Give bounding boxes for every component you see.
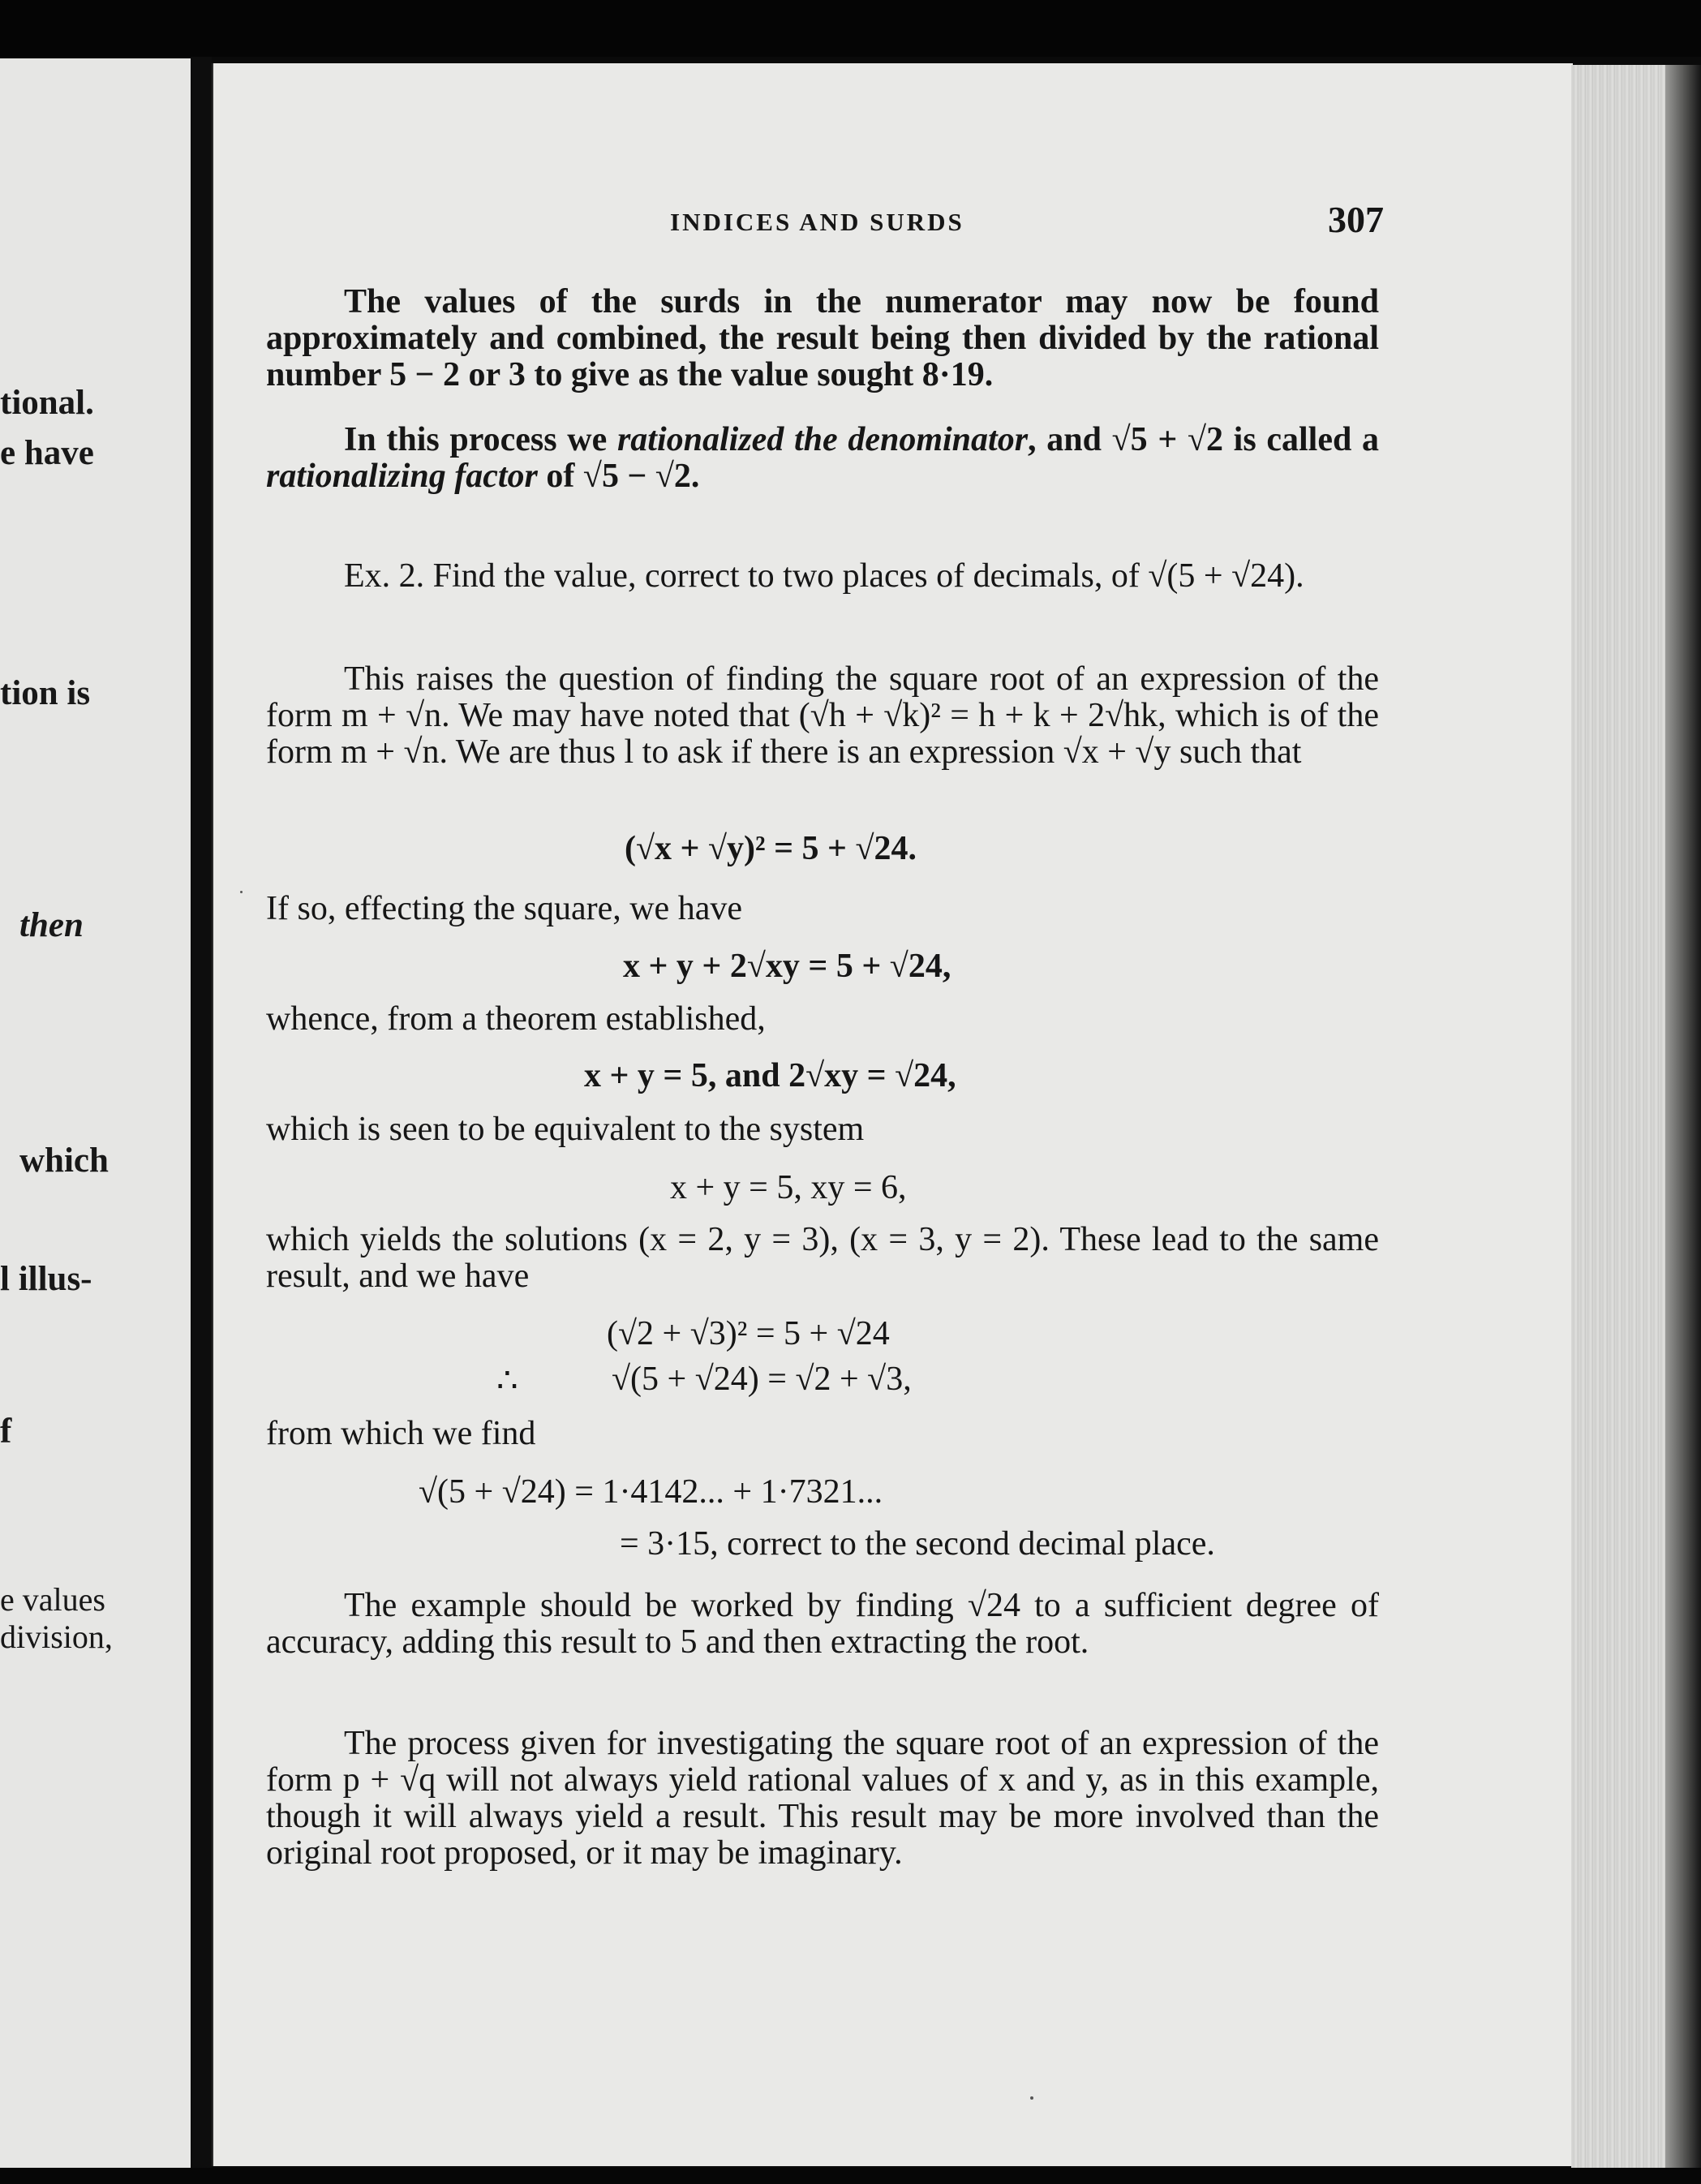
example-heading: Ex. 2. Find the value, correct to two places of decimals, of √(5 + √24). — [344, 557, 1304, 595]
running-head: INDICES AND SURDS — [670, 208, 964, 236]
equation-1: (√x + √y)² = 5 + √24. — [625, 830, 917, 867]
equation-3: x + y = 5, and 2√xy = √24, — [584, 1057, 956, 1094]
equation-7: √(5 + √24) = 1·4142... + 1·7321... — [419, 1473, 883, 1511]
page-edge-stack — [1571, 65, 1701, 2184]
left-page-fragment: division, — [0, 1619, 113, 1655]
left-page-fragment: f — [0, 1412, 12, 1451]
scan-speck — [1030, 2096, 1033, 2100]
left-page-fragment: which — [19, 1141, 109, 1180]
paragraph-effecting-square: If so, effecting the square, we have — [266, 890, 742, 927]
left-page-fragment: e values — [0, 1581, 105, 1618]
left-page-fragment: then — [19, 906, 84, 944]
paragraph-solutions: which yields the solutions (x = 2, y = 3), (x = 3, y = 2). These lead to the same result, and we have — [266, 1221, 1379, 1295]
scan-speck — [240, 891, 243, 893]
equation-2: x + y + 2√xy = 5 + √24, — [623, 948, 951, 985]
therefore-symbol: ∴ — [496, 1362, 518, 1399]
equation-8: = 3·15, correct to the second decimal place. — [620, 1525, 1215, 1563]
left-page-fragment: l illus- — [0, 1260, 92, 1298]
left-page-fragment: e have — [0, 434, 94, 472]
scan-bottom-border — [0, 2168, 1701, 2184]
page-number: 307 — [1328, 199, 1384, 240]
paragraph-worked-example: The example should be worked by finding √24 to a sufficient degree of accuracy, adding this result to 5 and then extracting the root. — [266, 1587, 1379, 1661]
paragraph-equivalent-system: which is seen to be equivalent to the system — [266, 1111, 865, 1148]
equation-5: (√2 + √3)² = 5 + √24 — [607, 1315, 890, 1352]
left-page-fragment: tional. — [0, 384, 94, 422]
left-page-fragment: tion is — [0, 674, 91, 712]
paragraph-from-which: from which we find — [266, 1415, 536, 1452]
equation-4: x + y = 5, xy = 6, — [670, 1169, 907, 1206]
term-rationalizing-factor: rationalizing factor — [266, 458, 538, 495]
paragraph-square-root-form: This raises the question of finding the square root of an expression of the form m + √n. We may have noted that (√h + √k)² = h + k + 2√hk, which is of the form m + √n. We are thus l to ask if there is an expression √x + √y such that — [266, 660, 1379, 771]
paragraph-rationalizing: In this process we rationalized the denominator, and √5 + √2 is called a rationalizing factor of √5 − √2. — [266, 421, 1380, 495]
paragraph-surd-values: The values of the surds in the numerator may now be found approximately and combined, the result being then divided by the rational number 5 − 2 or 3 to give as the value sought 8·19. — [266, 283, 1379, 393]
paragraph-process: The process given for investigating the square root of an expression of the form p + √q will not always yield rational values of x and y, as in this example, though it will always yield a result. This result may be more involved than the original root proposed, or it may be imaginary. — [266, 1725, 1379, 1872]
book-gutter — [191, 57, 212, 2184]
term-rationalized-denominator: rationalized the denominator — [616, 421, 1029, 458]
equation-6: √(5 + √24) = √2 + √3, — [612, 1361, 912, 1398]
left-facing-page — [0, 58, 191, 2168]
paragraph-theorem: whence, from a theorem established, — [266, 1000, 766, 1038]
scan-top-border — [0, 0, 1701, 57]
